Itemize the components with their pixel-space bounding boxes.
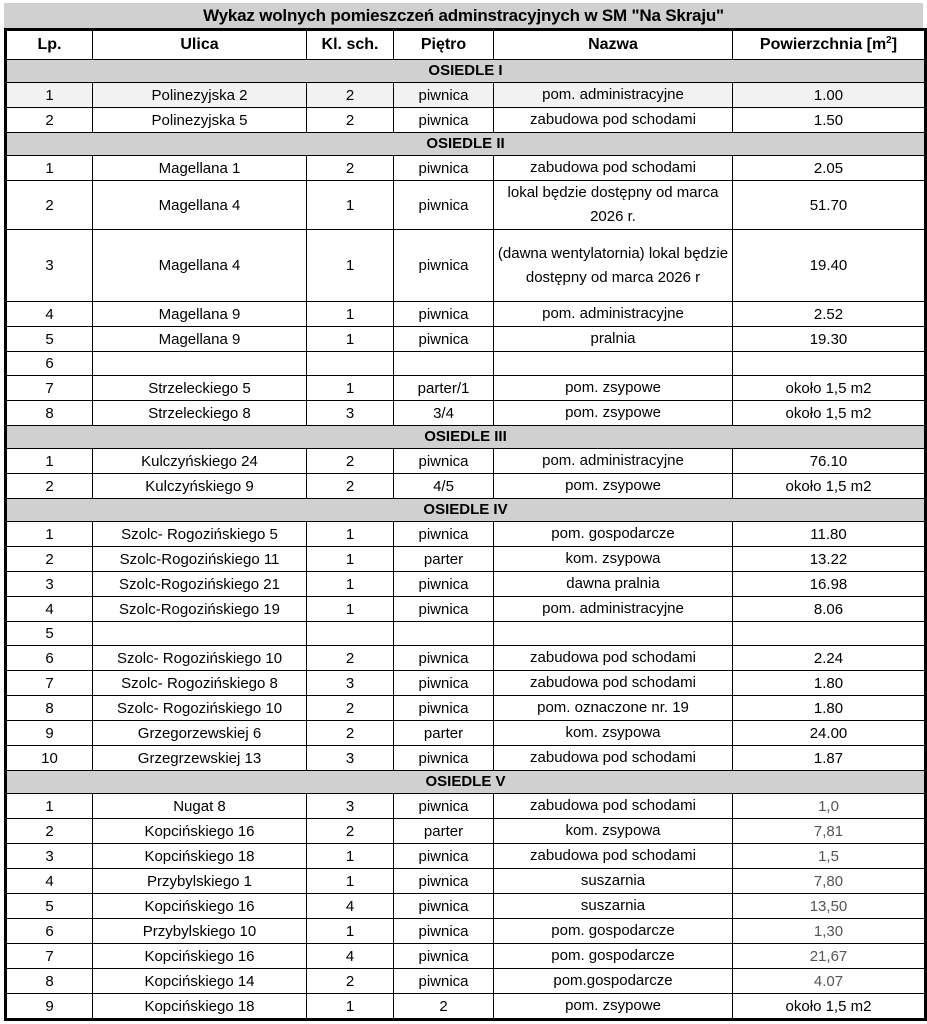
cell-nazwa: kom. zsypowa [494, 547, 733, 572]
cell-ulica: Magellana 9 [93, 302, 307, 327]
cell-pietro: piwnica [394, 108, 494, 133]
table-row [6, 721, 926, 746]
header-row [6, 30, 926, 60]
cell-ulica: Grzegrzewskiej 13 [93, 746, 307, 771]
cell-ulica: Polinezyjska 5 [93, 108, 307, 133]
table-row [6, 869, 926, 894]
cell-nazwa: lokal będzie dostępny od marca 2026 r. [494, 181, 733, 230]
cell-kl-sch: 2 [307, 108, 394, 133]
table-row [6, 646, 926, 671]
cell-ulica: Magellana 4 [93, 181, 307, 230]
cell-powierzchnia: około 1,5 m2 [733, 994, 926, 1020]
cell-kl-sch: 1 [307, 572, 394, 597]
cell-kl-sch [307, 622, 394, 646]
cell-lp: 3 [6, 844, 93, 869]
cell-ulica: Szolc-Rogozińskiego 19 [93, 597, 307, 622]
cell-nazwa: suszarnia [494, 894, 733, 919]
cell-pietro: piwnica [394, 671, 494, 696]
section-title: OSIEDLE II [6, 133, 926, 156]
table-row [6, 671, 926, 696]
column-header-powierzchnia [733, 30, 926, 60]
cell-lp: 8 [6, 401, 93, 426]
cell-kl-sch: 2 [307, 819, 394, 844]
table-row [6, 994, 926, 1020]
cell-kl-sch: 1 [307, 302, 394, 327]
cell-powierzchnia: 76.10 [733, 449, 926, 474]
cell-powierzchnia: 24.00 [733, 721, 926, 746]
cell-kl-sch [307, 352, 394, 376]
cell-nazwa: zabudowa pod schodami [494, 794, 733, 819]
cell-pietro [394, 352, 494, 376]
cell-ulica: Szolc- Rogozińskiego 10 [93, 646, 307, 671]
cell-pietro: piwnica [394, 746, 494, 771]
cell-ulica: Kopcińskiego 16 [93, 944, 307, 969]
cell-lp: 4 [6, 597, 93, 622]
section-title: OSIEDLE V [6, 771, 926, 794]
cell-ulica: Kulczyńskiego 9 [93, 474, 307, 499]
cell-lp: 1 [6, 156, 93, 181]
cell-lp: 1 [6, 449, 93, 474]
cell-lp: 9 [6, 721, 93, 746]
cell-powierzchnia: 2.05 [733, 156, 926, 181]
cell-powierzchnia: 8.06 [733, 597, 926, 622]
cell-pietro: piwnica [394, 944, 494, 969]
cell-powierzchnia: 4.07 [733, 969, 926, 994]
table-row [6, 547, 926, 572]
cell-pietro: piwnica [394, 181, 494, 230]
cell-powierzchnia: około 1,5 m2 [733, 376, 926, 401]
table-row [6, 302, 926, 327]
cell-powierzchnia: 13.22 [733, 547, 926, 572]
cell-nazwa: zabudowa pod schodami [494, 108, 733, 133]
cell-ulica: Polinezyjska 2 [93, 83, 307, 108]
column-header-nazwa: Nazwa [494, 30, 733, 60]
cell-pietro: piwnica [394, 572, 494, 597]
cell-powierzchnia: 1,0 [733, 794, 926, 819]
cell-ulica: Szolc- Rogozińskiego 8 [93, 671, 307, 696]
section-header-row [6, 499, 926, 522]
cell-powierzchnia: 19.30 [733, 327, 926, 352]
table-row [6, 746, 926, 771]
table-row [6, 401, 926, 426]
table-row [6, 819, 926, 844]
table-row [6, 622, 926, 646]
cell-kl-sch: 2 [307, 721, 394, 746]
cell-pietro: piwnica [394, 449, 494, 474]
cell-ulica: Strzeleckiego 5 [93, 376, 307, 401]
cell-pietro: piwnica [394, 894, 494, 919]
cell-pietro: piwnica [394, 794, 494, 819]
cell-lp: 1 [6, 522, 93, 547]
cell-kl-sch: 1 [307, 919, 394, 944]
table-row [6, 572, 926, 597]
powierzchnia-superscript: 2 [886, 35, 892, 46]
cell-lp: 8 [6, 969, 93, 994]
cell-powierzchnia: 13,50 [733, 894, 926, 919]
section-title: OSIEDLE I [6, 60, 926, 83]
cell-ulica: Szolc-Rogozińskiego 21 [93, 572, 307, 597]
column-header-kl-sch: Kl. sch. [307, 30, 394, 60]
cell-pietro: piwnica [394, 156, 494, 181]
cell-lp: 5 [6, 622, 93, 646]
table-row [6, 969, 926, 994]
cell-nazwa: kom. zsypowa [494, 819, 733, 844]
cell-kl-sch: 2 [307, 156, 394, 181]
cell-lp: 4 [6, 302, 93, 327]
cell-lp: 2 [6, 181, 93, 230]
cell-pietro: parter [394, 547, 494, 572]
cell-pietro: 4/5 [394, 474, 494, 499]
cell-kl-sch: 1 [307, 597, 394, 622]
cell-pietro: piwnica [394, 522, 494, 547]
cell-ulica [93, 352, 307, 376]
cell-lp: 7 [6, 944, 93, 969]
cell-ulica: Kopcińskiego 18 [93, 844, 307, 869]
cell-pietro: 3/4 [394, 401, 494, 426]
table-row [6, 474, 926, 499]
cell-powierzchnia: 1,30 [733, 919, 926, 944]
cell-nazwa: pom.gospodarcze [494, 969, 733, 994]
cell-powierzchnia: 2.24 [733, 646, 926, 671]
cell-pietro: piwnica [394, 597, 494, 622]
cell-lp: 3 [6, 230, 93, 302]
cell-nazwa: zabudowa pod schodami [494, 746, 733, 771]
cell-nazwa: pom. gospodarcze [494, 522, 733, 547]
cell-powierzchnia: około 1,5 m2 [733, 401, 926, 426]
cell-kl-sch: 2 [307, 969, 394, 994]
cell-powierzchnia: 1.50 [733, 108, 926, 133]
cell-ulica: Kopcińskiego 18 [93, 994, 307, 1020]
cell-nazwa: (dawna wentylatornia) lokal będzie dostępny od marca 2026 r [494, 230, 733, 302]
table-row [6, 919, 926, 944]
cell-kl-sch: 2 [307, 474, 394, 499]
cell-nazwa: pom. administracyjne [494, 449, 733, 474]
cell-nazwa: pom. administracyjne [494, 83, 733, 108]
column-header-ulica: Ulica [93, 30, 307, 60]
cell-lp: 4 [6, 869, 93, 894]
cell-nazwa: pralnia [494, 327, 733, 352]
table-row [6, 794, 926, 819]
cell-lp: 6 [6, 919, 93, 944]
table-row [6, 181, 926, 230]
cell-ulica: Magellana 1 [93, 156, 307, 181]
cell-pietro: piwnica [394, 869, 494, 894]
cell-lp: 5 [6, 894, 93, 919]
cell-powierzchnia [733, 622, 926, 646]
cell-nazwa: pom. gospodarcze [494, 944, 733, 969]
cell-pietro [394, 622, 494, 646]
cell-kl-sch: 1 [307, 994, 394, 1020]
cell-kl-sch: 4 [307, 944, 394, 969]
cell-nazwa: suszarnia [494, 869, 733, 894]
cell-kl-sch: 1 [307, 522, 394, 547]
cell-kl-sch: 3 [307, 794, 394, 819]
cell-ulica: Przybylskiego 1 [93, 869, 307, 894]
cell-nazwa: pom. zsypowe [494, 376, 733, 401]
cell-ulica: Kulczyńskiego 24 [93, 449, 307, 474]
cell-lp: 2 [6, 474, 93, 499]
cell-pietro: piwnica [394, 302, 494, 327]
cell-lp: 6 [6, 352, 93, 376]
cell-nazwa: zabudowa pod schodami [494, 156, 733, 181]
cell-powierzchnia: 51.70 [733, 181, 926, 230]
cell-lp: 8 [6, 696, 93, 721]
cell-pietro: piwnica [394, 844, 494, 869]
cell-kl-sch: 1 [307, 869, 394, 894]
cell-powierzchnia: 19.40 [733, 230, 926, 302]
cell-pietro: piwnica [394, 646, 494, 671]
cell-kl-sch: 1 [307, 376, 394, 401]
cell-lp: 7 [6, 671, 93, 696]
cell-pietro: piwnica [394, 83, 494, 108]
cell-powierzchnia: 1.80 [733, 696, 926, 721]
section-header-row [6, 133, 926, 156]
cell-lp: 7 [6, 376, 93, 401]
cell-kl-sch: 1 [307, 547, 394, 572]
table-row [6, 327, 926, 352]
cell-nazwa: zabudowa pod schodami [494, 671, 733, 696]
cell-nazwa [494, 352, 733, 376]
column-header-pietro: Piętro [394, 30, 494, 60]
table-row [6, 844, 926, 869]
cell-nazwa: pom. zsypowe [494, 994, 733, 1020]
cell-pietro: parter [394, 721, 494, 746]
cell-lp: 2 [6, 547, 93, 572]
cell-kl-sch: 3 [307, 401, 394, 426]
table-row [6, 449, 926, 474]
cell-ulica: Magellana 9 [93, 327, 307, 352]
table-row [6, 376, 926, 401]
cell-pietro: piwnica [394, 969, 494, 994]
cell-kl-sch: 1 [307, 181, 394, 230]
cell-kl-sch: 2 [307, 696, 394, 721]
cell-ulica: Strzeleckiego 8 [93, 401, 307, 426]
cell-powierzchnia: 7,80 [733, 869, 926, 894]
powierzchnia-label: Powierzchnia [m [759, 36, 887, 53]
cell-nazwa: dawna pralnia [494, 572, 733, 597]
cell-kl-sch: 2 [307, 646, 394, 671]
cell-ulica: Kopcińskiego 16 [93, 894, 307, 919]
cell-ulica: Kopcińskiego 14 [93, 969, 307, 994]
cell-kl-sch: 4 [307, 894, 394, 919]
cell-ulica: Grzegorzewskiej 6 [93, 721, 307, 746]
cell-powierzchnia: 11.80 [733, 522, 926, 547]
cell-lp: 6 [6, 646, 93, 671]
cell-lp: 1 [6, 83, 93, 108]
cell-kl-sch: 1 [307, 844, 394, 869]
cell-lp: 9 [6, 994, 93, 1020]
cell-nazwa: zabudowa pod schodami [494, 844, 733, 869]
column-header-lp: Lp. [6, 30, 93, 60]
table-row [6, 894, 926, 919]
section-title: OSIEDLE IV [6, 499, 926, 522]
cell-kl-sch: 2 [307, 449, 394, 474]
cell-powierzchnia: 21,67 [733, 944, 926, 969]
section-title: OSIEDLE III [6, 426, 926, 449]
table-row [6, 230, 926, 302]
cell-powierzchnia: około 1,5 m2 [733, 474, 926, 499]
cell-ulica: Szolc- Rogozińskiego 5 [93, 522, 307, 547]
cell-nazwa: pom. administracyjne [494, 302, 733, 327]
cell-powierzchnia: 1.87 [733, 746, 926, 771]
table-row [6, 522, 926, 547]
cell-ulica: Magellana 4 [93, 230, 307, 302]
table-row [6, 944, 926, 969]
cell-pietro: 2 [394, 994, 494, 1020]
cell-lp: 3 [6, 572, 93, 597]
cell-powierzchnia: 2.52 [733, 302, 926, 327]
cell-pietro: piwnica [394, 327, 494, 352]
cell-lp: 5 [6, 327, 93, 352]
cell-nazwa [494, 622, 733, 646]
table-row [6, 696, 926, 721]
cell-pietro: piwnica [394, 696, 494, 721]
table-row [6, 108, 926, 133]
cell-kl-sch: 3 [307, 746, 394, 771]
cell-nazwa: pom. gospodarcze [494, 919, 733, 944]
section-header-row [6, 426, 926, 449]
cell-ulica [93, 622, 307, 646]
section-header-row [6, 60, 926, 83]
cell-kl-sch: 3 [307, 671, 394, 696]
table-body [6, 60, 926, 1020]
powierzchnia-bracket: ] [891, 36, 898, 53]
cell-nazwa: kom. zsypowa [494, 721, 733, 746]
cell-pietro: parter/1 [394, 376, 494, 401]
cell-powierzchnia: 1,5 [733, 844, 926, 869]
cell-nazwa: pom. administracyjne [494, 597, 733, 622]
cell-nazwa: pom. zsypowe [494, 401, 733, 426]
cell-powierzchnia: 1.80 [733, 671, 926, 696]
section-header-row [6, 771, 926, 794]
cell-powierzchnia: 1.00 [733, 83, 926, 108]
cell-kl-sch: 2 [307, 83, 394, 108]
cell-nazwa: pom. oznaczone nr. 19 [494, 696, 733, 721]
table-row [6, 156, 926, 181]
table-row [6, 352, 926, 376]
cell-powierzchnia: 16.98 [733, 572, 926, 597]
cell-kl-sch: 1 [307, 327, 394, 352]
cell-ulica: Przybylskiego 10 [93, 919, 307, 944]
cell-lp: 10 [6, 746, 93, 771]
cell-powierzchnia: 7,81 [733, 819, 926, 844]
cell-pietro: parter [394, 819, 494, 844]
document-title: Wykaz wolnych pomieszczeń adminstracyjnych w SM "Na Skraju" [4, 3, 923, 28]
cell-nazwa: pom. zsypowe [494, 474, 733, 499]
cell-pietro: piwnica [394, 919, 494, 944]
cell-ulica: Szolc-Rogozińskiego 11 [93, 547, 307, 572]
cell-pietro: piwnica [394, 230, 494, 302]
cell-lp: 2 [6, 819, 93, 844]
table-row [6, 597, 926, 622]
cell-kl-sch: 1 [307, 230, 394, 302]
cell-ulica: Szolc- Rogozińskiego 10 [93, 696, 307, 721]
cell-ulica: Nugat 8 [93, 794, 307, 819]
cell-ulica: Kopcińskiego 16 [93, 819, 307, 844]
cell-lp: 1 [6, 794, 93, 819]
rooms-table [4, 28, 927, 1021]
table-row [6, 83, 926, 108]
cell-powierzchnia [733, 352, 926, 376]
cell-nazwa: zabudowa pod schodami [494, 646, 733, 671]
cell-lp: 2 [6, 108, 93, 133]
